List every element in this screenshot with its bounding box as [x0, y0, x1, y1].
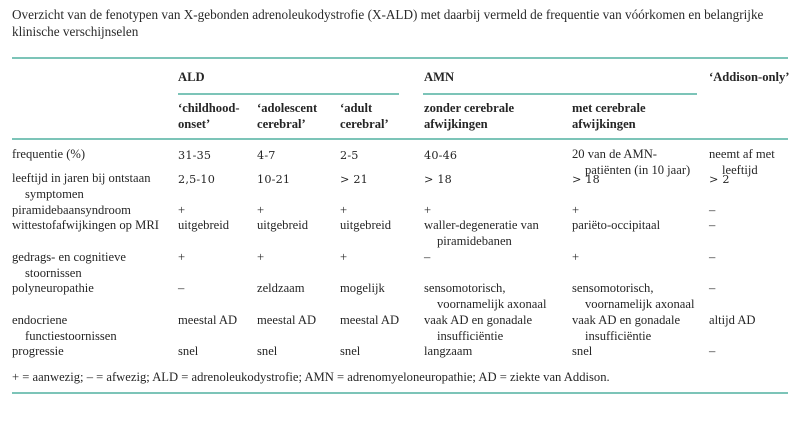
cell-line: + [340, 250, 348, 264]
cell-line: altijd AD [709, 313, 756, 327]
cell-line: 40-46 [424, 149, 458, 162]
table-cell [572, 203, 579, 219]
row-label [12, 147, 85, 163]
row-label [12, 218, 159, 234]
table-cell [709, 172, 730, 188]
table-cell [340, 313, 399, 329]
row-label [12, 344, 64, 360]
bottom-rule [12, 392, 788, 394]
cell-line: waller-degeneratie van [424, 218, 539, 232]
header-bottom-rule [12, 138, 788, 140]
row-label-line: functiestoornissen [25, 328, 117, 343]
cell-line: + [424, 203, 432, 217]
row-label [12, 281, 94, 297]
table-cell [178, 313, 237, 329]
cell-line: uitgebreid [178, 218, 230, 232]
cell-line: patiënten (in 10 jaar) [585, 162, 691, 177]
cell-line: 2,5-10 [178, 173, 216, 186]
cell-line: > 21 [340, 173, 368, 186]
table-cell [257, 250, 264, 266]
cell-line: + [257, 203, 265, 217]
cell-line: zeldzaam [257, 281, 305, 295]
amn-group-rule [423, 93, 697, 95]
table-cell [340, 148, 359, 164]
cell-line: + [340, 203, 348, 217]
cell-line: voornamelijk axonaal [585, 296, 695, 311]
subheader-line: cerebral’ [257, 116, 306, 131]
cell-line: mogelijk [340, 281, 385, 295]
table-cell [709, 250, 715, 266]
row-label-line: symptomen [25, 186, 84, 201]
column-subheader [257, 101, 317, 132]
cell-line: snel [178, 344, 199, 358]
row-label [12, 250, 126, 281]
table-cell [178, 203, 185, 219]
ald-group-rule [178, 93, 399, 95]
table-cell [257, 218, 308, 234]
table-cell [424, 313, 532, 344]
table-cell [572, 344, 592, 360]
subheader-line: afwijkingen [424, 116, 488, 131]
subheader-line: ‘childhood- [178, 101, 240, 115]
cell-line: + [257, 250, 265, 264]
row-label [12, 171, 151, 202]
subheader-line: ‘adult [340, 101, 373, 115]
table-cell [178, 148, 211, 164]
cell-line: 2-5 [340, 149, 359, 162]
table-cell [709, 218, 715, 234]
table-cell [709, 281, 715, 297]
cell-line: pariëto-occipitaal [572, 218, 661, 232]
table-cell [340, 203, 347, 219]
cell-line: snel [257, 344, 278, 358]
table-cell [340, 250, 347, 266]
table-cell [572, 281, 694, 312]
cell-line: vaak AD en gonadale [572, 313, 681, 327]
table-caption: Overzicht van de fenotypen van X-gebonden adrenoleukodystrofie (X-ALD) met daarbij vermeld de frequentie van vóórkomen en belangrijke klinische verschijnselen [12, 7, 764, 39]
table-cell [709, 203, 715, 219]
table-cell [257, 172, 290, 188]
column-subheader [178, 101, 240, 132]
cell-line: 10-21 [257, 173, 291, 186]
cell-line: > 18 [424, 173, 452, 186]
row-label-line: leeftijd in jaren bij ontstaan [12, 171, 151, 185]
cell-line: > 18 [572, 173, 600, 186]
column-subheader [340, 101, 389, 132]
table-cell [572, 250, 579, 266]
table-cell [178, 172, 215, 188]
row-label [12, 313, 117, 344]
cell-line: – [709, 218, 716, 232]
cell-line: meestal AD [178, 313, 238, 327]
top-rule [12, 57, 788, 59]
cell-line: langzaam [424, 344, 473, 358]
subheader-line: ‘adolescent [257, 101, 318, 115]
cell-line: – [178, 281, 185, 295]
cell-line: > 2 [709, 173, 730, 186]
row-label-line: progressie [12, 344, 64, 358]
row-label-line: gedrags- en cognitieve [12, 250, 126, 264]
cell-line: neemt af met [709, 147, 775, 161]
cell-line: leeftijd [722, 162, 758, 177]
table-cell [424, 250, 430, 266]
row-label-line: frequentie (%) [12, 147, 86, 161]
cell-line: piramidebanen [437, 233, 512, 248]
table-cell [572, 313, 680, 344]
subheader-line: cerebral’ [340, 116, 389, 131]
subheader-line: afwijkingen [572, 116, 636, 131]
table-cell [178, 250, 185, 266]
cell-line: – [709, 344, 716, 358]
cell-line: insufficiëntie [585, 328, 652, 343]
table-cell [178, 218, 229, 234]
row-label-line: polyneuropathie [12, 281, 94, 295]
table-cell [709, 344, 715, 360]
table-cell [257, 148, 276, 164]
cell-line: voornamelijk axonaal [437, 296, 547, 311]
cell-line: meestal AD [340, 313, 400, 327]
table-cell [178, 281, 184, 297]
table-cell [340, 281, 385, 297]
table-cell [340, 218, 391, 234]
cell-line: uitgebreid [257, 218, 309, 232]
cell-line: meestal AD [257, 313, 317, 327]
table-cell [340, 172, 368, 188]
cell-line: – [709, 281, 716, 295]
group-header-ald: ALD [178, 70, 205, 84]
table-cell [424, 344, 472, 360]
row-label-line: wittestofafwijkingen op MRI [12, 218, 159, 232]
column-subheader [424, 101, 514, 132]
cell-line: + [572, 203, 580, 217]
cell-line: – [424, 250, 431, 264]
table-cell [340, 344, 360, 360]
cell-line: 31-35 [178, 149, 212, 162]
subheader-line: met cerebrale [572, 101, 646, 115]
column-subheader [572, 101, 646, 132]
table-cell [572, 218, 660, 234]
table-cell [424, 203, 431, 219]
cell-line: + [178, 250, 186, 264]
table-footnote: + = aanwezig; – = afwezig; ALD = adrenoleukodystrofie; AMN = adrenomyeloneuropathie; AD = ziekte van Addison. [12, 370, 610, 384]
table-cell [178, 344, 198, 360]
subheader-line: zonder cerebrale [424, 101, 515, 115]
row-label [12, 203, 131, 219]
table-cell [424, 172, 452, 188]
table-cell [424, 218, 539, 249]
cell-line: vaak AD en gonadale [424, 313, 533, 327]
cell-line: 4-7 [257, 149, 276, 162]
cell-line: insufficiëntie [437, 328, 504, 343]
table-cell [257, 281, 305, 297]
group-header-addison-only: ‘Addison-only’ [709, 70, 790, 84]
cell-line: – [709, 250, 716, 264]
table-cell [257, 313, 316, 329]
table-cell [424, 281, 546, 312]
cell-line: uitgebreid [340, 218, 392, 232]
group-header-amn: AMN [424, 70, 455, 84]
cell-line: + [178, 203, 186, 217]
table-cell [709, 313, 756, 329]
cell-line: 20 van de AMN- [572, 147, 657, 161]
cell-line: snel [572, 344, 593, 358]
table-cell [257, 203, 264, 219]
cell-line: sensomotorisch, [424, 281, 506, 295]
cell-line: + [572, 250, 580, 264]
row-label-line: endocriene [12, 313, 68, 327]
row-label-line: piramidebaansyndroom [12, 203, 131, 217]
table-cell [424, 148, 457, 164]
subheader-line: onset’ [178, 116, 211, 131]
table-cell [257, 344, 277, 360]
cell-line: – [709, 203, 716, 217]
table-cell [572, 172, 600, 188]
cell-line: sensomotorisch, [572, 281, 654, 295]
cell-line: snel [340, 344, 361, 358]
row-label-line: stoornissen [25, 265, 82, 280]
